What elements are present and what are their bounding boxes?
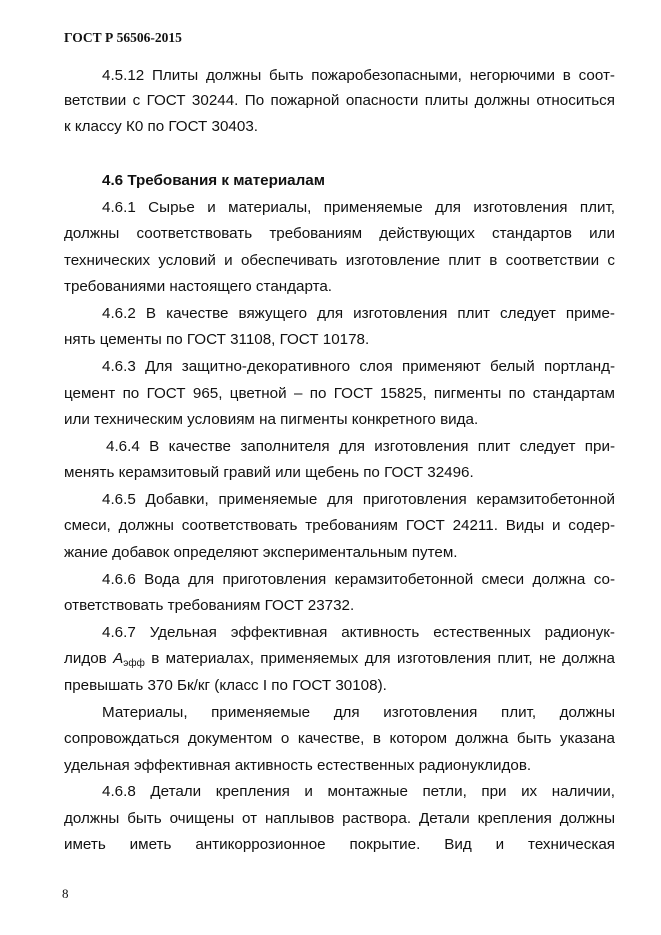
text-line: Материалы, применяемые для изготовления плит, должны bbox=[102, 704, 615, 721]
text-line: смеси, должны соответствовать требованиям ГОСТ 24211. Виды и содер- bbox=[64, 517, 615, 534]
page-number: 8 bbox=[62, 886, 69, 901]
text-line: 4.6.7 Удельная эффективная активность естественных радионук- bbox=[102, 624, 615, 641]
text-line: требованиями настоящего стандарта. bbox=[64, 278, 333, 295]
text-line: 4.6.4 В качестве заполнителя для изготовления плит следует при- bbox=[106, 438, 615, 455]
text-line: жание добавок определяют экспериментальным путем. bbox=[64, 544, 458, 561]
text-line: сопровождаться документом о качестве, в котором должна быть указана bbox=[64, 730, 615, 747]
text-line: 4.6.8 Детали крепления и монтажные петли, при их наличии, bbox=[102, 783, 615, 800]
text-line: или техническим условиям на пигменты конкретного вида. bbox=[64, 411, 479, 428]
text-line: ответствовать требованиям ГОСТ 23732. bbox=[64, 597, 355, 614]
text-line: превышать 370 Бк/кг (класс I по ГОСТ 30108). bbox=[64, 677, 387, 694]
text-fragment: в материалах, применяемых для изготовления плит, не должна bbox=[151, 650, 615, 667]
text-line: должны быть очищены от наплывов раствора. Детали крепления должны bbox=[64, 810, 615, 827]
text-line: 4.6.1 Сырье и материалы, применяемые для изготовления плит, bbox=[102, 199, 615, 216]
text-line: иметь иметь антикоррозионное покрытие. Вид и техническая bbox=[64, 836, 615, 853]
text-line: цемент по ГОСТ 965, цветной – по ГОСТ 15825, пигменты по стандартам bbox=[64, 385, 615, 402]
document-header: ГОСТ Р 56506-2015 bbox=[64, 30, 182, 45]
text-line bbox=[64, 649, 615, 669]
text-line: 4.6.5 Добавки, применяемые для приготовления керамзитобетонной bbox=[102, 491, 615, 508]
text-line: 4.6.2 В качестве вяжущего для изготовления плит следует приме- bbox=[102, 305, 615, 322]
text-line: 4.5.12 Плиты должны быть пожаробезопасными, негорючими в соот- bbox=[102, 67, 615, 84]
section-heading: 4.6 Требования к материалам bbox=[102, 172, 325, 189]
text-line: ветствии с ГОСТ 30244. По пожарной опасности плиты должны относиться bbox=[64, 92, 615, 109]
text-fragment: лидов bbox=[64, 650, 107, 667]
text-line: к классу К0 по ГОСТ 30403. bbox=[64, 118, 258, 135]
text-line: удельная эффективная активность естественных радионуклидов. bbox=[64, 757, 532, 774]
text-line: должны соответствовать требованиям действующих стандартов или bbox=[64, 225, 615, 242]
text-line: менять керамзитовый гравий или щебень по ГОСТ 32496. bbox=[64, 464, 474, 481]
subscript-eff: эфф bbox=[123, 658, 145, 669]
text-line: 4.6.3 Для защитно-декоративного слоя применяют белый портланд- bbox=[102, 358, 615, 375]
symbol-a: A bbox=[113, 650, 124, 667]
text-line: технических условий и обеспечивать изготовление плит в соответствии с bbox=[64, 252, 615, 269]
text-line: нять цементы по ГОСТ 31108, ГОСТ 10178. bbox=[64, 331, 370, 348]
text-line: 4.6.6 Вода для приготовления керамзитобетонной смеси должна со- bbox=[102, 571, 615, 588]
